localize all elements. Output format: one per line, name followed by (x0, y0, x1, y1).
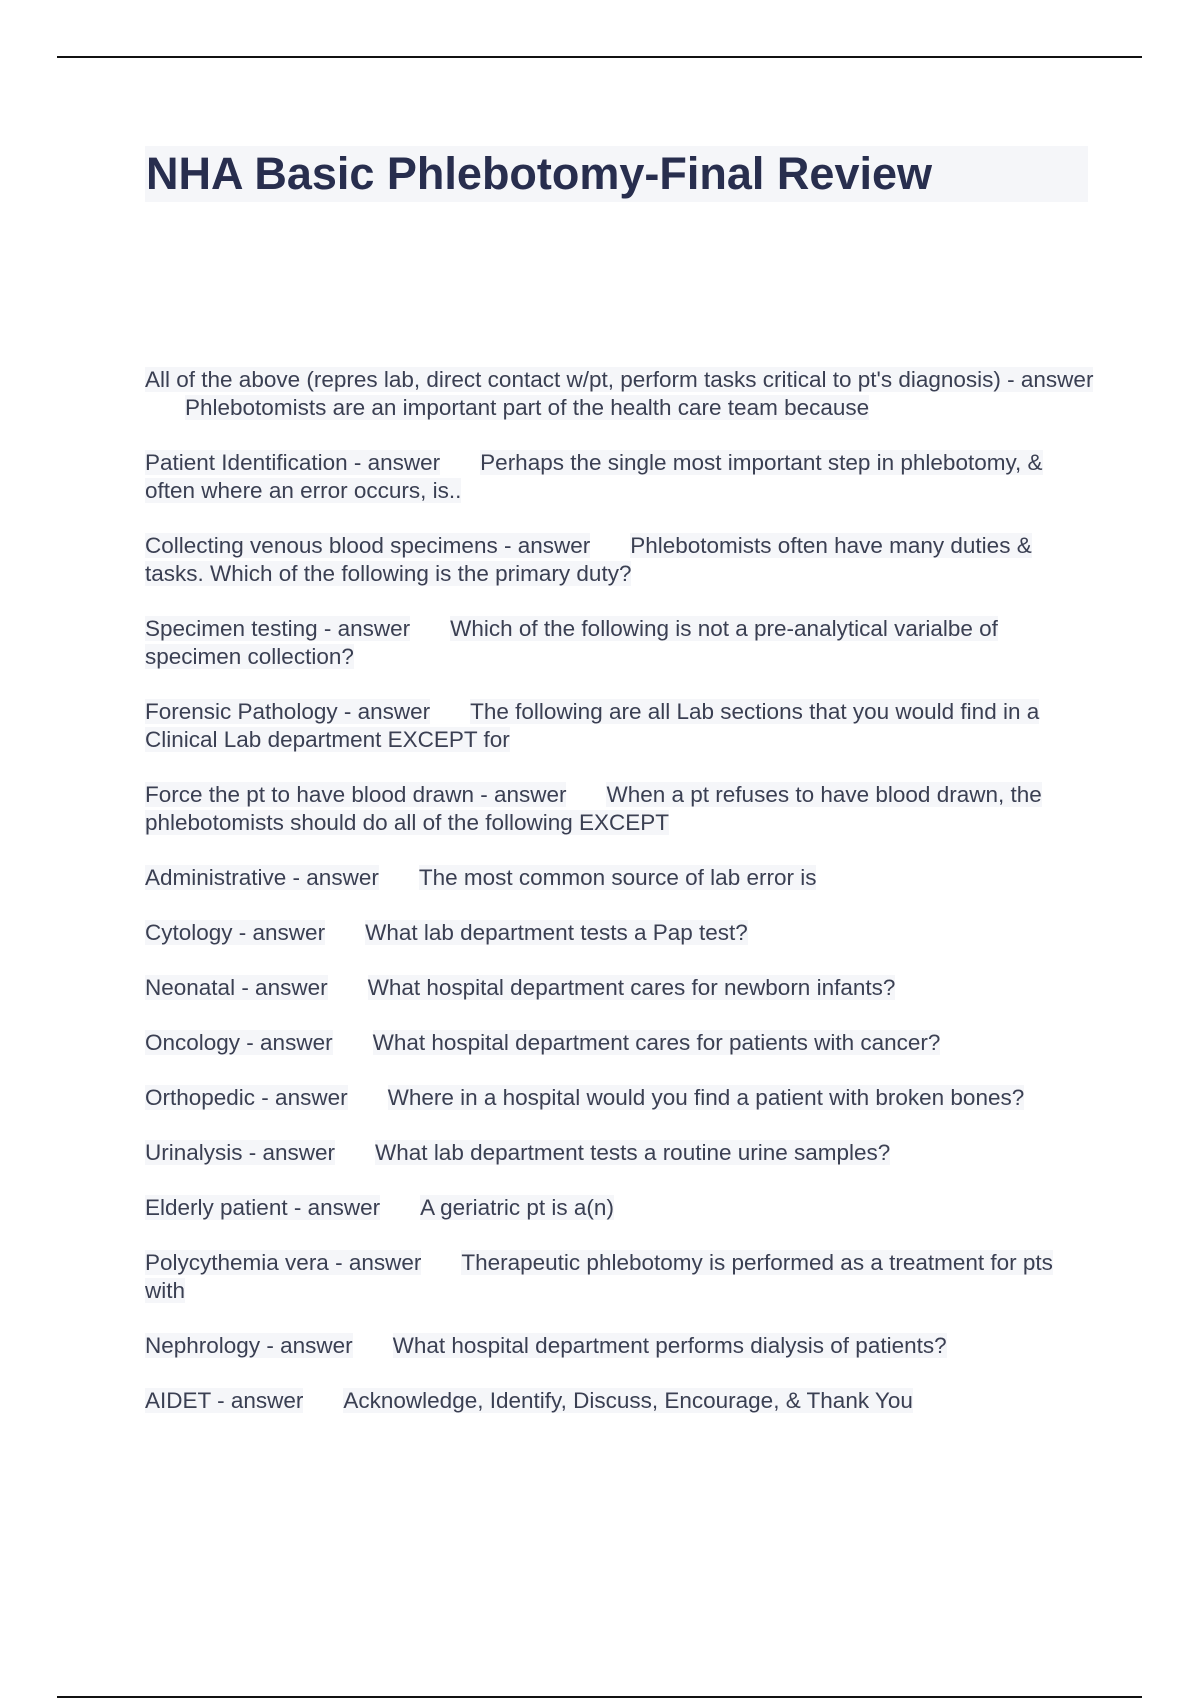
qa-item (145, 974, 1095, 1002)
qa-answer: AIDET - answer (145, 1388, 304, 1413)
qa-question: What lab department tests a routine urine samples? (375, 1140, 891, 1165)
qa-answer: Nephrology - answer (145, 1333, 353, 1358)
qa-item (145, 864, 1095, 892)
qa-question: Phlebotomists often have many duties & tasks. Which of the following is the primary duty? (145, 533, 1032, 586)
qa-item (145, 1387, 1095, 1415)
qa-question: Perhaps the single most important step in phlebotomy, & often where an error occurs, is.. (145, 450, 1043, 503)
qa-answer: Collecting venous blood specimens - answer (145, 533, 591, 558)
qa-question: Phlebotomists are an important part of the health care team because (185, 395, 870, 420)
qa-item (145, 781, 1095, 837)
qa-question: Acknowledge, Identify, Discuss, Encourage, & Thank You (343, 1388, 913, 1413)
qa-question: What hospital department cares for newborn infants? (367, 975, 896, 1000)
qa-answer: Orthopedic - answer (145, 1085, 348, 1110)
qa-question: Therapeutic phlebotomy is performed as a treatment for pts with (145, 1250, 1053, 1303)
qa-answer: Patient Identification - answer (145, 450, 441, 475)
qa-item (145, 1139, 1095, 1167)
qa-item (145, 1029, 1095, 1057)
qa-question: Where in a hospital would you find a patient with broken bones? (387, 1085, 1025, 1110)
qa-item (145, 1194, 1095, 1222)
qa-question: When a pt refuses to have blood drawn, the phlebotomists should do all of the following EXCEPT (145, 782, 1042, 835)
qa-answer: Administrative - answer (145, 865, 379, 890)
bottom-rule (57, 1696, 1142, 1698)
qa-item (145, 532, 1095, 588)
qa-item (145, 1084, 1095, 1112)
qa-answer: Neonatal - answer (145, 975, 328, 1000)
document-title: NHA Basic Phlebotomy-Final Review (145, 146, 1088, 202)
qa-question: The following are all Lab sections that you would find in a Clinical Lab department EXCEPT for (145, 699, 1040, 752)
qa-question: What hospital department cares for patients with cancer? (372, 1030, 941, 1055)
qa-answer: Oncology - answer (145, 1030, 333, 1055)
qa-item (145, 919, 1095, 947)
qa-item (145, 449, 1095, 505)
qa-list (145, 366, 1095, 1442)
qa-answer: Forensic Pathology - answer (145, 699, 431, 724)
qa-answer: All of the above (repres lab, direct contact w/pt, perform tasks critical to pt's diagnosis) - answer (145, 367, 1094, 392)
qa-question: What hospital department performs dialysis of patients? (392, 1333, 947, 1358)
qa-answer: Polycythemia vera - answer (145, 1250, 422, 1275)
qa-question: Which of the following is not a pre-analytical varialbe of specimen collection? (145, 616, 998, 669)
qa-answer: Urinalysis - answer (145, 1140, 336, 1165)
qa-question: The most common source of lab error is (418, 865, 817, 890)
top-rule (57, 56, 1142, 58)
qa-item (145, 698, 1095, 754)
qa-item (145, 615, 1095, 671)
qa-answer: Elderly patient - answer (145, 1195, 381, 1220)
qa-question: What lab department tests a Pap test? (365, 920, 748, 945)
qa-answer: Specimen testing - answer (145, 616, 411, 641)
qa-answer: Cytology - answer (145, 920, 326, 945)
qa-item (145, 1249, 1095, 1305)
qa-question: A geriatric pt is a(n) (420, 1195, 614, 1220)
qa-answer: Force the pt to have blood drawn - answer (145, 782, 567, 807)
qa-item (145, 366, 1095, 422)
qa-item (145, 1332, 1095, 1360)
